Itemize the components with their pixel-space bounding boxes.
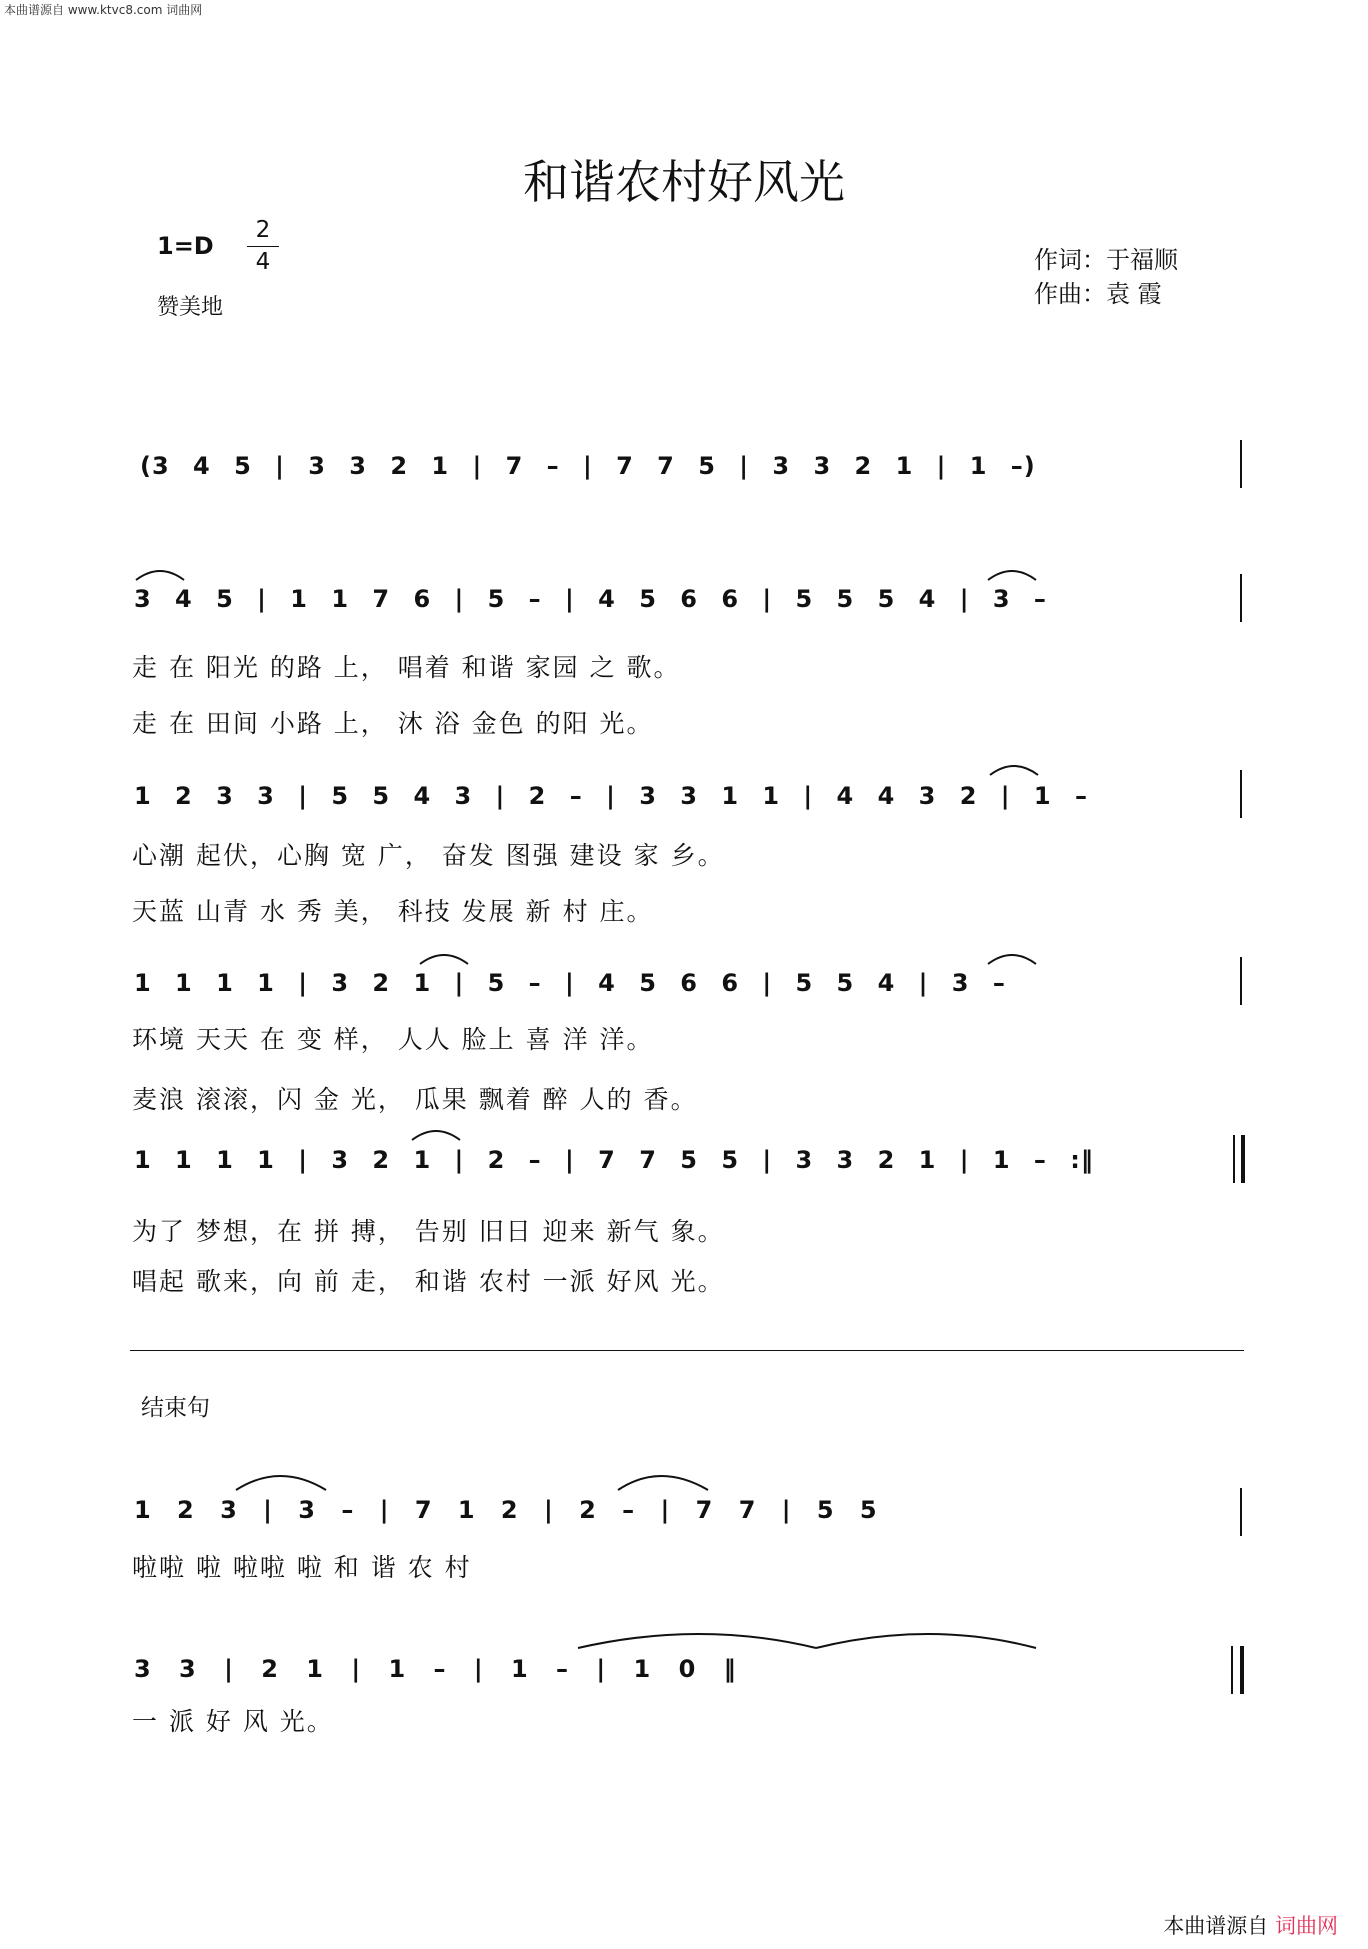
lyrics-line-3-verse-1: 环境 天天 在 变 样， 人人 脸上 喜 洋 洋。: [132, 1025, 654, 1054]
lyrics-line-2-verse-2: 天蓝 山青 水 秀 美， 科技 发展 新 村 庄。: [132, 897, 654, 926]
score-line-4: 1 1 1 1 | 3 2 1 | 2 – | 7 7 5 5 | 3 3 2 1 | 1 – :‖: [134, 1146, 1094, 1174]
score-ending-2: 3 3 | 2 1 | 1 – | 1 – | 1 0 ‖: [134, 1655, 737, 1683]
watermark-bottom-site: 词曲网: [1275, 1914, 1338, 1938]
lyrics-line-4-verse-1: 为了 梦想，在 拼 搏， 告别 旧日 迎来 新气 象。: [132, 1217, 725, 1246]
lyrics-line-4-verse-2: 唱起 歌来，向 前 走， 和谐 农村 一派 好风 光。: [132, 1267, 725, 1296]
score-line-3: 1 1 1 1 | 3 2 1 | 5 – | 4 5 6 6 | 5 5 4 | 3 –: [134, 969, 1006, 997]
lyrics-line-3-verse-2: 麦浪 滚滚，闪 金 光， 瓜果 飘着 醉 人的 香。: [132, 1085, 698, 1114]
lyrics-line-2-verse-1: 心潮 起伏，心胸 宽 广， 奋发 图强 建设 家 乡。: [132, 841, 725, 870]
score-ending-1: 1 2 3 | 3 – | 7 1 2 | 2 – | 7 7 | 5 5: [134, 1496, 878, 1524]
tempo-marking: 赞美地: [157, 295, 224, 320]
composer-credit: 作曲：袁 霞: [1034, 280, 1162, 308]
time-signature-top: 2: [255, 217, 271, 243]
song-title: 和谐农村好风光: [523, 155, 845, 209]
lyricist-credit: 作词：于福顺: [1034, 246, 1178, 274]
lyrics-ending-2: 一 派 好 风 光。: [132, 1707, 334, 1736]
score-line-1: 3 4 5 | 1 1 7 6 | 5 – | 4 5 6 6 | 5 5 5 4 | 3 –: [134, 585, 1047, 613]
time-signature-bottom: 4: [255, 249, 271, 275]
lyrics-ending-1: 啦啦 啦 啦啦 啦 和 谐 农 村: [132, 1553, 472, 1582]
ending-section-label: 结束句: [141, 1395, 210, 1421]
key-signature: 1=D: [157, 232, 214, 260]
lyrics-line-1-verse-2: 走 在 田间 小路 上， 沐 浴 金色 的阳 光。: [132, 709, 654, 738]
watermark-top: 本曲谱源自 www.ktvc8.com 词曲网: [4, 3, 203, 17]
lyrics-line-1-verse-1: 走 在 阳光 的路 上， 唱着 和谐 家园 之 歌。: [132, 653, 681, 682]
score-intro: (3 4 5 | 3 3 2 1 | 7 – | 7 7 5 | 3 3 2 1 | 1 –): [140, 452, 1036, 480]
watermark-bottom: [1163, 1910, 1338, 1940]
watermark-bottom-prefix: 本曲谱源自: [1163, 1914, 1269, 1938]
score-line-2: 1 2 3 3 | 5 5 4 3 | 2 – | 3 3 1 1 | 4 4 3 2 | 1 –: [134, 782, 1088, 810]
